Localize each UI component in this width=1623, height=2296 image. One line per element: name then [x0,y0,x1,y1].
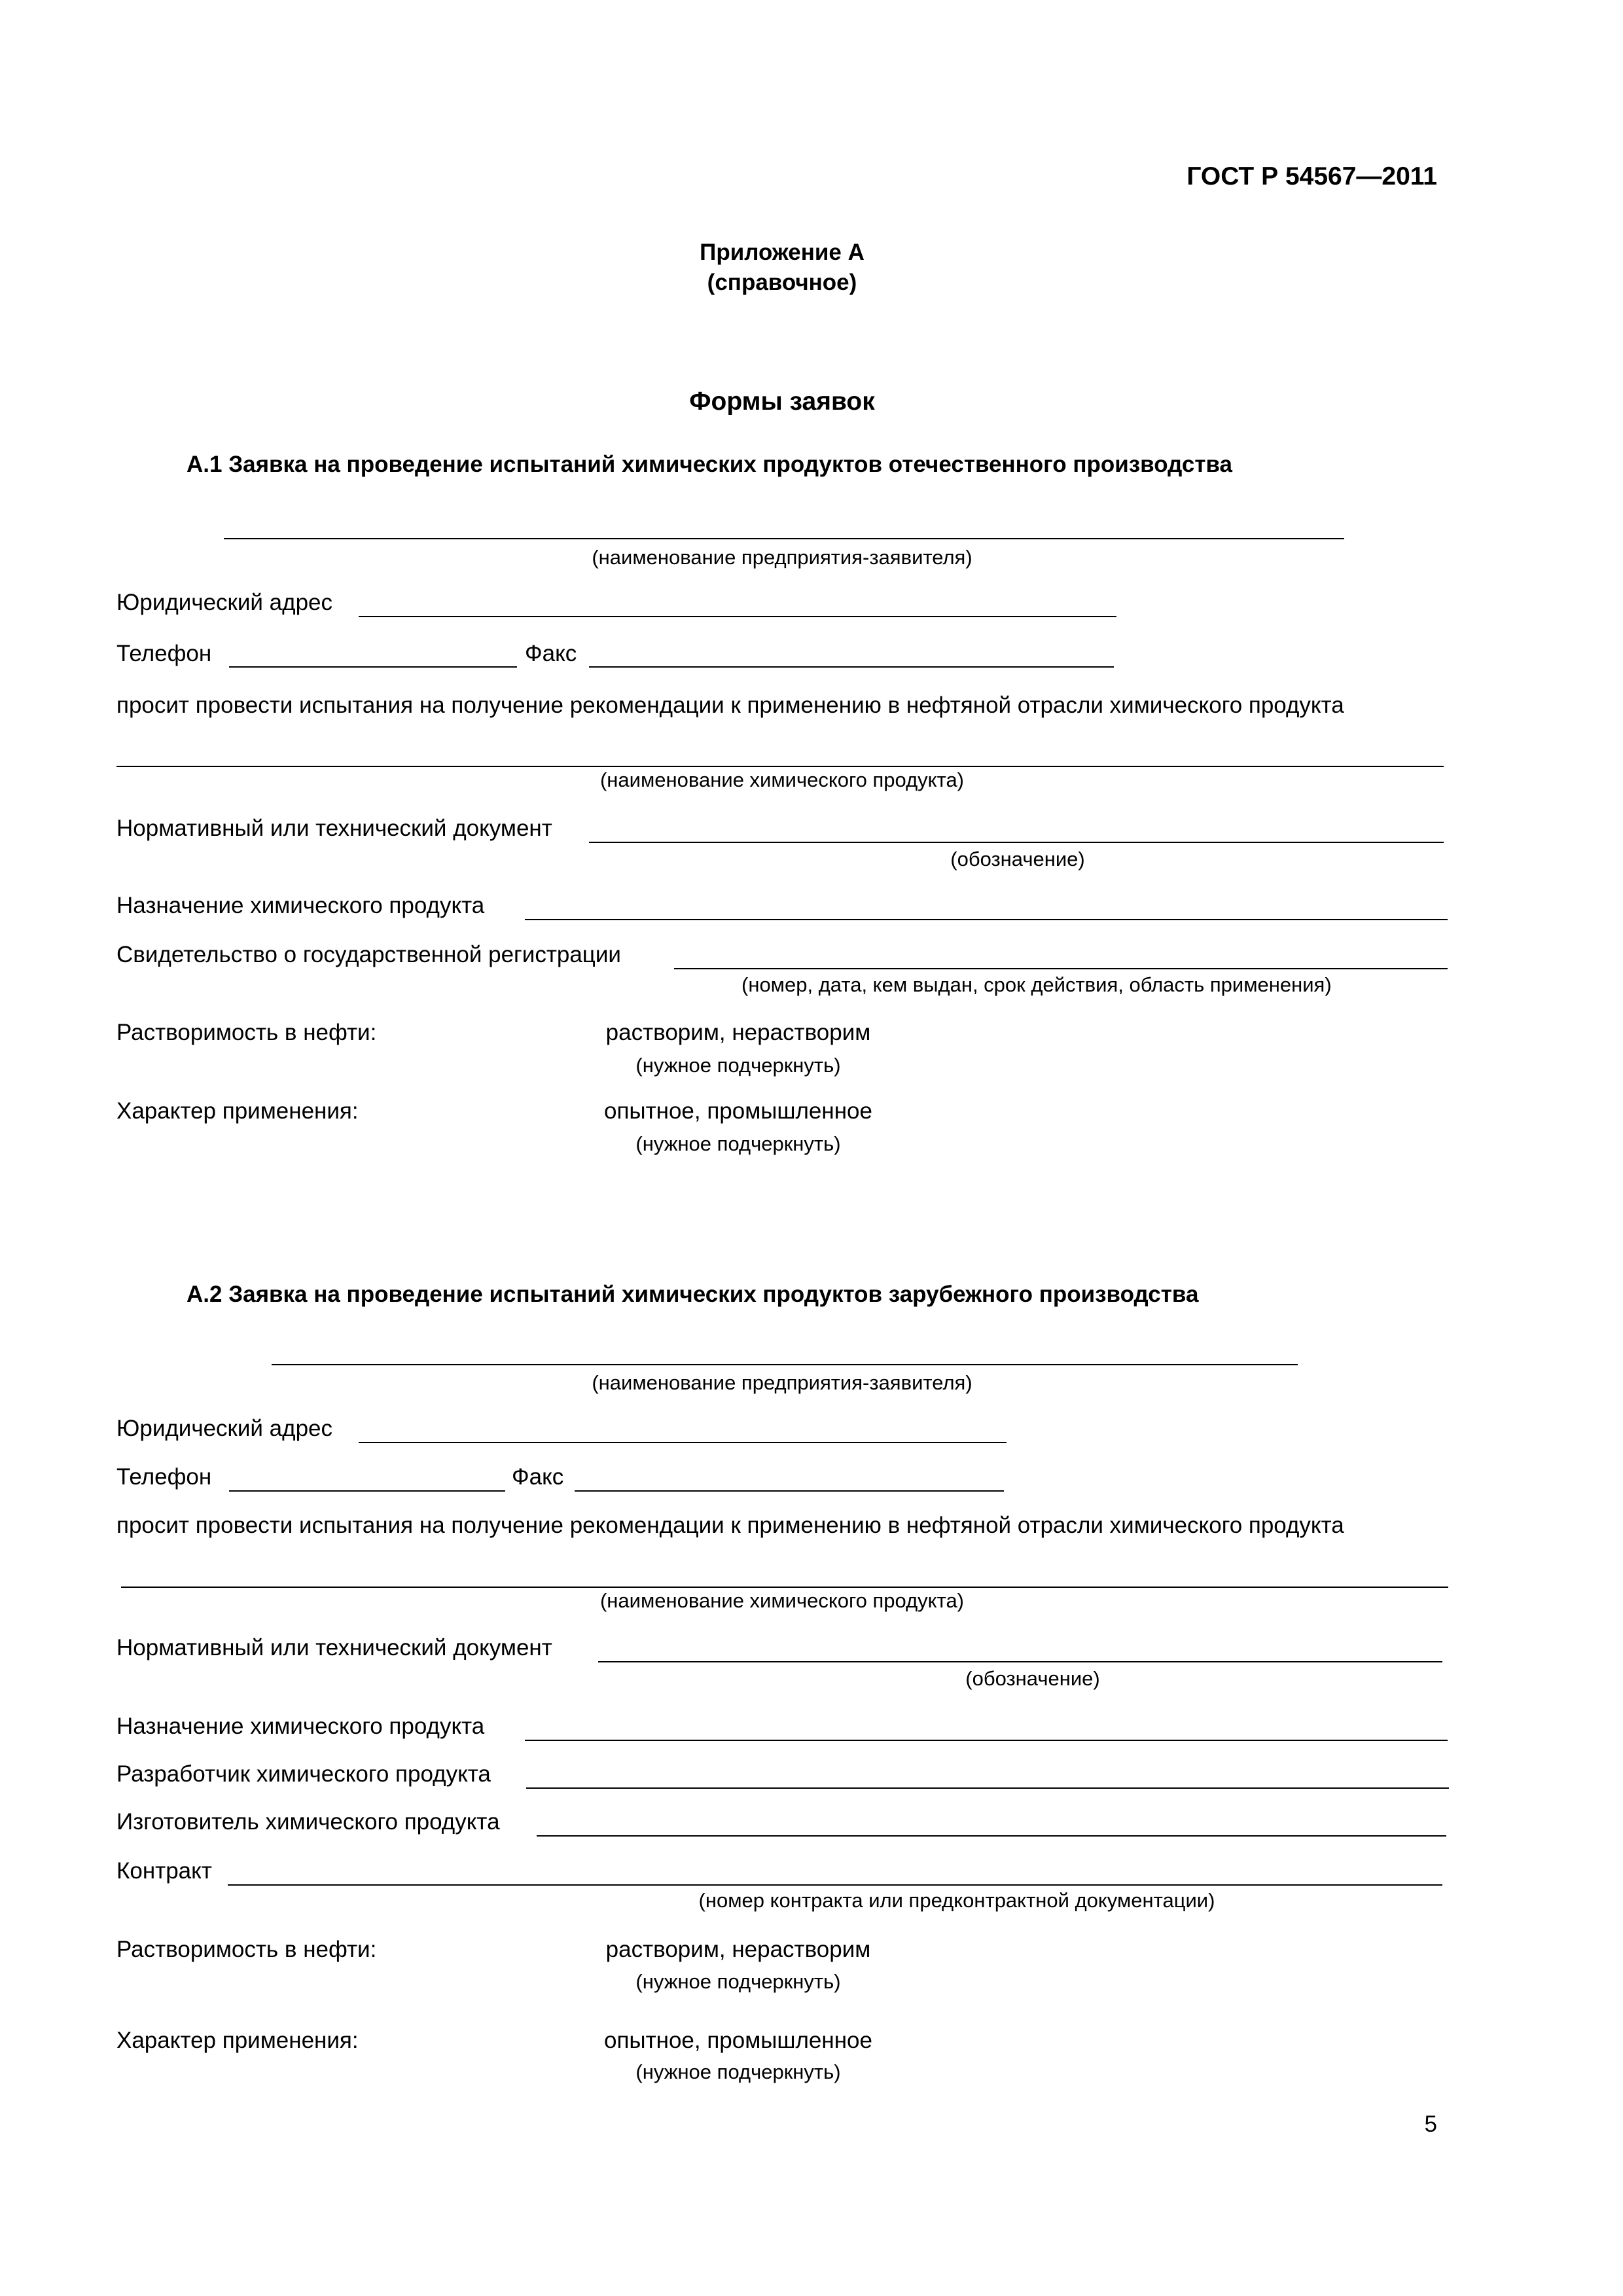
a1-product-caption: (наименование химического продукта) [599,768,965,791]
a2-character-label: Характер применения: [116,2028,359,2053]
a2-character-caption: (нужное подчеркнуть) [635,2060,841,2083]
a2-product-line[interactable] [121,1587,1448,1588]
a2-developer-label: Разработчик химического продукта [116,1761,491,1787]
a1-purpose-label: Назначение химического продукта [116,893,485,918]
a2-solubility-caption: (нужное подчеркнуть) [635,1970,841,1993]
a2-contract-label: Контракт [116,1858,212,1884]
a2-request-text: просит провести испытания на получение рекомендации к применению в нефтяной отрасли химического продукта [116,1513,1344,1538]
a2-product-caption: (наименование химического продукта) [599,1589,965,1612]
a2-designation-caption: (обозначение) [965,1667,1100,1690]
a2-legal-address-line[interactable] [359,1442,1007,1443]
a2-solubility-label: Растворимость в нефти: [116,1937,377,1962]
a2-contract-line[interactable] [228,1884,1442,1886]
a1-legal-address-label: Юридический адрес [116,590,333,615]
a2-developer-line[interactable] [526,1787,1449,1789]
a2-manufacturer-line[interactable] [537,1835,1446,1837]
a1-character-options[interactable]: опытное, промышленное [604,1098,872,1124]
a1-normative-doc-label: Нормативный или технический документ [116,816,552,841]
a1-solubility-caption: (нужное подчеркнуть) [635,1054,841,1077]
a1-certificate-label: Свидетельство о государственной регистрации [116,942,621,967]
a1-character-caption: (нужное подчеркнуть) [635,1132,841,1155]
a2-applicant-caption: (наименование предприятия-заявителя) [592,1371,972,1394]
a2-purpose-label: Назначение химического продукта [116,1713,485,1739]
a1-product-line[interactable] [116,766,1444,767]
forms-title: Формы заявок [689,387,875,416]
a1-character-label: Характер применения: [116,1098,359,1124]
a2-applicant-line[interactable] [272,1364,1298,1365]
a2-normative-doc-label: Нормативный или технический документ [116,1635,552,1660]
page-number: 5 [1424,2111,1437,2137]
a1-applicant-line[interactable] [224,538,1344,539]
a1-phone-label: Телефон [116,641,212,666]
a1-fax-label: Факс [525,641,577,666]
a1-applicant-caption: (наименование предприятия-заявителя) [592,546,972,569]
a2-phone-line[interactable] [229,1490,505,1492]
a1-certificate-line[interactable] [674,968,1448,969]
a2-purpose-line[interactable] [525,1740,1448,1741]
a2-contract-caption: (номер контракта или предконтрактной документации) [698,1889,1215,1912]
a2-solubility-options[interactable]: растворим, нерастворим [605,1937,871,1962]
a2-manufacturer-label: Изготовитель химического продукта [116,1809,500,1835]
document-code: ГОСТ Р 54567—2011 [1186,162,1437,190]
a2-character-options[interactable]: опытное, промышленное [604,2028,872,2053]
a2-fax-label: Факс [512,1464,564,1490]
annex-title: Приложение А [700,240,865,265]
a1-purpose-line[interactable] [525,919,1448,920]
a2-normative-doc-line[interactable] [598,1661,1442,1662]
a1-request-text: просит провести испытания на получение рекомендации к применению в нефтяной отрасли химического продукта [116,692,1344,718]
section-a2-title: А.2 Заявка на проведение испытаний химических продуктов зарубежного производства [187,1282,1199,1307]
a1-phone-line[interactable] [229,666,517,668]
a2-legal-address-label: Юридический адрес [116,1416,333,1441]
a1-solubility-options[interactable]: растворим, нерастворим [605,1020,871,1045]
a1-designation-caption: (обозначение) [950,848,1085,870]
a1-certificate-caption: (номер, дата, кем выдан, срок действия, область применения) [741,973,1332,996]
annex-type: (справочное) [707,270,857,295]
a2-phone-label: Телефон [116,1464,212,1490]
a2-fax-line[interactable] [575,1490,1004,1492]
a1-solubility-label: Растворимость в нефти: [116,1020,377,1045]
a1-normative-doc-line[interactable] [589,842,1444,843]
a1-fax-line[interactable] [589,666,1114,668]
a1-legal-address-line[interactable] [359,616,1116,617]
section-a1-title: А.1 Заявка на проведение испытаний химических продуктов отечественного производства [187,452,1233,477]
